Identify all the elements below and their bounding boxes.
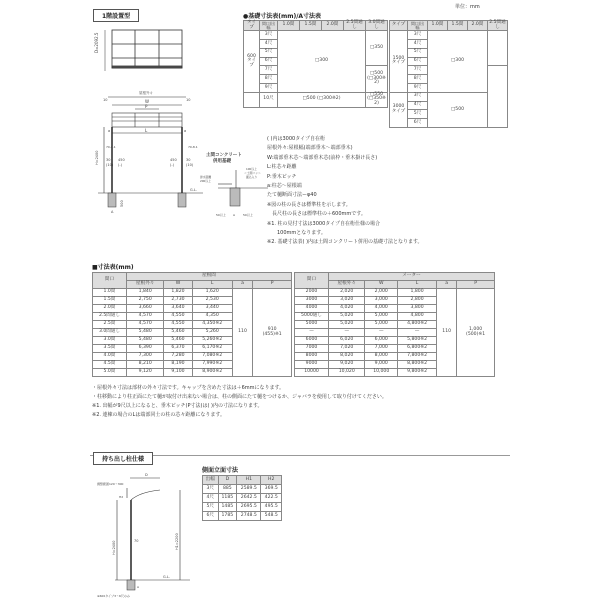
cell: 4,800 — [398, 313, 437, 321]
cell: 548.5 — [261, 512, 282, 521]
concrete-dim-left: 50以上 — [216, 213, 226, 217]
th-group: 屋根間 — [127, 273, 292, 281]
cell: 1.5間 — [93, 297, 127, 305]
cell: 5000通し — [295, 313, 329, 321]
dim-notes — [92, 384, 387, 420]
cell: 6000 — [295, 337, 329, 345]
cell: 6,020 — [329, 337, 365, 345]
cell: 8,000 — [365, 353, 398, 361]
cell: 422.5 — [261, 494, 282, 503]
th: 2.5間通し — [344, 21, 366, 31]
cell-value: □550 (□350※2) — [367, 91, 386, 106]
row-label: 8尺 — [408, 75, 428, 84]
cell-value: □300 — [428, 31, 488, 93]
cell-value: □500 (□300※2) — [278, 92, 366, 107]
cell: 1785 — [218, 512, 237, 521]
post-size-label: 70 — [134, 539, 139, 543]
cell: 9,120 — [127, 369, 164, 377]
cell-value: □500 — [428, 92, 488, 127]
dim-table-right — [294, 272, 495, 377]
cell: 7,800※2 — [398, 353, 437, 361]
cell: 8,190 — [164, 361, 192, 369]
row-label: 6尺 — [260, 57, 278, 66]
base-table-title: ●基礎寸法表(mm)/A寸法表 — [243, 13, 322, 20]
cell: — — [295, 329, 329, 337]
type-cell: 600タイプ — [244, 31, 260, 93]
note: 屋根外々:屋根幅(端部垂木〜端部垂木) — [267, 145, 353, 152]
row-label: 5尺 — [260, 48, 278, 57]
offset-alt-left: (-) — [118, 163, 122, 167]
row-label: 7尺 — [408, 66, 428, 75]
cell: 7,020 — [329, 345, 365, 353]
row-label: 6尺 — [408, 119, 428, 128]
post-size-label-left: 70-8.1 — [106, 145, 116, 149]
cell: — — [329, 329, 365, 337]
cell: 4,570 — [127, 313, 164, 321]
cell: 8,800※2 — [398, 361, 437, 369]
cell: 8,020 — [329, 353, 365, 361]
cell: 1185 — [218, 494, 237, 503]
w-label: W — [145, 99, 149, 104]
note: W:端部垂木芯〜端部垂木芯(前枠・垂木掛け長さ) — [267, 154, 378, 161]
type-cell: 1500タイプ — [390, 31, 408, 93]
concrete-foundation-diagram — [198, 150, 268, 230]
cell: 5,020 — [329, 313, 365, 321]
th-diag: 間口/出幅 — [408, 21, 428, 31]
th: 間口 — [295, 273, 329, 289]
th-type: タイプ — [244, 21, 260, 31]
cell: 3,000 — [365, 297, 398, 305]
row-label: 3尺 — [260, 31, 278, 40]
th: 1.0間 — [278, 21, 300, 31]
concrete-note3: 掘込入り — [246, 175, 258, 179]
cell: 4尺 — [203, 494, 219, 503]
a-value: 110 — [437, 289, 457, 377]
th: 1.0間 — [428, 21, 448, 31]
cell: 9,000 — [365, 361, 398, 369]
cell: 3,440 — [192, 305, 232, 313]
cell: 7000 — [295, 345, 329, 353]
base-table-right — [389, 20, 508, 128]
side-table-title: 側面立面寸法 — [202, 467, 239, 474]
note: ( )内は3000タイプ自在桁 — [267, 136, 325, 142]
table-row — [203, 512, 282, 521]
offset-alt-right: (-) — [170, 163, 174, 167]
d-label: D — [145, 473, 148, 477]
concrete-note2: ＜土間コン＞ — [244, 171, 261, 175]
cell: 3尺 — [203, 485, 219, 494]
cell: 4,000 — [365, 305, 398, 313]
cell: 1,620 — [192, 289, 232, 297]
dim-table-left — [92, 272, 292, 377]
row-label: 7尺 — [260, 66, 278, 75]
th: 2.0間 — [468, 21, 488, 31]
foundation-right — [178, 193, 186, 207]
gap-alt-right: (10) — [186, 163, 194, 167]
th: 2.5間通し — [489, 20, 506, 30]
type-note: ※600タイプ3〜6尺のみ — [97, 594, 130, 598]
th-type: タイプ — [390, 21, 408, 31]
th: H1 — [237, 476, 261, 485]
cell: 2.5間通し — [93, 313, 127, 321]
cell: 10000 — [295, 369, 329, 377]
note: たて樋断面寸法ーφ40 — [267, 192, 317, 199]
th: H2 — [261, 476, 282, 485]
th: P — [253, 281, 292, 289]
cell: 2748.5 — [237, 512, 261, 521]
empty — [488, 66, 508, 128]
th: 3.0間通し — [366, 21, 388, 31]
table-row — [203, 494, 282, 503]
cell: 5.0間 — [93, 369, 127, 377]
note: ※2. 連棟の場合のLは端部同士の柱の芯々距離になります。 — [92, 412, 225, 418]
cell: 4,020 — [329, 305, 365, 313]
concrete-gap: 排水距離 — [200, 175, 212, 179]
plan-grid — [105, 30, 182, 71]
p-value — [253, 289, 292, 377]
cell: 4,350 — [192, 313, 232, 321]
row-label: 6尺 — [408, 57, 428, 66]
cell: 4,800※2 — [398, 321, 437, 329]
edge-left: 10 — [103, 98, 108, 102]
empty — [488, 31, 508, 66]
cell: 7,990※2 — [192, 361, 232, 369]
th: D — [218, 476, 237, 485]
cell: 3.0間 — [93, 337, 127, 345]
cell: 3.5間 — [93, 345, 127, 353]
foundation-left — [108, 193, 116, 207]
cell: 5000 — [295, 321, 329, 329]
th: 間口 — [93, 273, 127, 289]
concrete-a: A — [233, 213, 236, 217]
cell: 1,840 — [127, 289, 164, 297]
notes — [267, 135, 423, 248]
cell: 6,370 — [164, 345, 192, 353]
a-label-left: a — [108, 129, 111, 133]
type-cell: 3000タイプ — [390, 92, 408, 127]
cell: 5,000 — [365, 321, 398, 329]
note: a:柱芯〜屋根端 — [267, 183, 302, 190]
cell: 2642.5 — [237, 494, 261, 503]
table-row — [295, 289, 495, 297]
cell: 3,020 — [329, 297, 365, 305]
row-label: 9尺 — [408, 83, 428, 92]
note: ※2. 基礎寸法表( )内は土間コンクリート併用の基礎寸法となります。 — [267, 239, 423, 246]
note: L:柱芯々距離 — [267, 164, 297, 171]
offset-right: 450 — [170, 158, 177, 162]
note: ※1. 柱の見付寸法は3000タイプ自在桁仕様の場合 — [267, 220, 381, 227]
cell: 5,260※2 — [192, 337, 232, 345]
cell: 10,020 — [329, 369, 365, 377]
cell: 885 — [218, 485, 237, 494]
adjust-range-label: 調整範囲120〜300 — [97, 482, 124, 486]
note: ・屋根外々寸法は部材の外々寸法です。キャップを含めた寸法は＋6mmになります。 — [92, 385, 285, 391]
outer-dim-label: 屋根外々 — [139, 91, 153, 95]
gap-label-right: 30 — [186, 158, 191, 162]
th: a — [437, 281, 457, 289]
cell: 4,550 — [164, 321, 192, 329]
cell: 5,000 — [365, 313, 398, 321]
note: ※図の柱の長さは標準柱を示します。 — [267, 201, 351, 208]
side-table — [202, 475, 282, 521]
th: 屋根外々 — [127, 281, 164, 289]
th: a — [232, 281, 253, 289]
p-alt: (500)※1 — [466, 331, 486, 337]
cell: 9000 — [295, 361, 329, 369]
cell: 7,000 — [365, 345, 398, 353]
row-label: 9尺 — [260, 83, 278, 92]
gap-label-left: 30 — [106, 158, 111, 162]
cell: 8000 — [295, 353, 329, 361]
cell: 3,660 — [127, 305, 164, 313]
concrete-gap2: 200以上 — [200, 179, 211, 183]
note: 100mmとなります。 — [267, 230, 326, 237]
cell: 4,350※2 — [192, 321, 232, 329]
dim-table-title: ■寸法表(mm) — [92, 264, 134, 271]
th: P — [457, 281, 495, 289]
row-label: 5尺 — [408, 110, 428, 119]
note: 長尺柱の長さは標準柱の＋600mmです。 — [267, 211, 366, 218]
edge-right: 10 — [186, 98, 191, 102]
depth-label: D=2092.5 — [94, 32, 99, 53]
l-label: L — [145, 128, 148, 133]
th: 2.0間 — [322, 21, 344, 31]
cell: 9,800※2 — [398, 369, 437, 377]
cell: 2,730 — [164, 297, 192, 305]
cell: 2,530 — [192, 297, 232, 305]
cell: 5,460 — [164, 329, 192, 337]
section-title-1f: 1階設置型 — [93, 9, 139, 22]
cell: 5,800※2 — [398, 337, 437, 345]
offset-left: 450 — [118, 158, 125, 162]
cantilever-post-diagram — [95, 470, 195, 600]
cell: 9,020 — [329, 361, 365, 369]
unit-label: 単位：mm — [455, 4, 480, 10]
cell: 5,460 — [164, 337, 192, 345]
p-main: 1,000 — [469, 326, 483, 332]
th: 1.5間 — [300, 21, 322, 31]
row-label: 4尺 — [260, 39, 278, 48]
cell-value: □500 (□300※2) — [366, 66, 388, 92]
cell: 495.5 — [261, 503, 282, 512]
cell: 4,570 — [127, 321, 164, 329]
cell: 3,800 — [398, 305, 437, 313]
concrete-title: 土間コンクリート — [206, 153, 242, 158]
cell: 2.5間 — [93, 321, 127, 329]
p-main: 910 — [267, 326, 277, 332]
table-row — [93, 289, 292, 297]
th: W — [164, 281, 192, 289]
th: L — [192, 281, 232, 289]
cell: 2.0間 — [93, 305, 127, 313]
cell: 369.5 — [261, 485, 282, 494]
cell: 2695.5 — [237, 503, 261, 512]
th-group: メーター — [329, 273, 495, 281]
a-label: A — [137, 585, 140, 589]
row-label: 8尺 — [260, 75, 278, 84]
cell: 6,390 — [127, 345, 164, 353]
concrete-title2: 併用基礎 — [213, 159, 231, 164]
concrete-dim-right: 50以上 — [243, 213, 253, 217]
cell: 5,020 — [329, 321, 365, 329]
p-value — [457, 289, 495, 377]
cell: 4.5間 — [93, 361, 127, 369]
cell: 7,080※2 — [192, 353, 232, 361]
note: P:垂木ピッチ — [267, 173, 297, 180]
cell: 2000 — [295, 289, 329, 297]
a-label-right: a — [184, 129, 187, 133]
th: L — [398, 281, 437, 289]
empty — [244, 92, 260, 107]
cell: 3.0間通し — [93, 329, 127, 337]
p-label: P — [145, 104, 148, 109]
table-row — [203, 503, 282, 512]
cell: 1,800 — [398, 289, 437, 297]
cell: 4000 — [295, 305, 329, 313]
h1-label: H1=2200 — [175, 533, 179, 550]
cell: 2,000 — [365, 289, 398, 297]
cell: 4,550 — [164, 313, 192, 321]
cell: 8,900※2 — [192, 369, 232, 377]
cell: 5,480 — [127, 337, 164, 345]
row-label: 4尺 — [408, 39, 428, 48]
cell: 5,260 — [192, 329, 232, 337]
h-label: H=2400 — [112, 540, 116, 555]
cell: 9,100 — [164, 369, 192, 377]
gl-label: G.L. — [163, 575, 170, 579]
th: 1.5間 — [448, 21, 468, 31]
cell: 7,280 — [164, 353, 192, 361]
h2-label: H2 — [119, 495, 124, 499]
row-label: 3尺 — [408, 31, 428, 40]
cell: — — [398, 329, 437, 337]
section-title-cantilever: 持ち出し柱仕様 — [93, 452, 153, 465]
cell: 10,000 — [365, 369, 398, 377]
row-label: 10尺 — [260, 92, 278, 107]
foot-depth-label: 500 — [120, 200, 124, 207]
cell: 3000 — [295, 297, 329, 305]
row-label: 3尺 — [408, 92, 428, 101]
table-row — [203, 485, 282, 494]
cell: 6,170※2 — [192, 345, 232, 353]
cell: 2,750 — [127, 297, 164, 305]
cell: 4.0間 — [93, 353, 127, 361]
cell: 1,820 — [164, 289, 192, 297]
p-alt: (455)※1 — [262, 331, 282, 337]
cell: 1.0間 — [93, 289, 127, 297]
cell-value: □300 — [278, 31, 366, 93]
th: 屋根外々 — [329, 281, 365, 289]
cell: 8,210 — [127, 361, 164, 369]
a-value: 110 — [232, 289, 253, 377]
concrete-note1: 100以上 — [246, 167, 257, 171]
cell: 2,020 — [329, 289, 365, 297]
note: ・柱移動により柱正面にたて樋が取付け出来ない場合は、柱の側面にたて樋をつけるか、ジャバラを使用して取り付けてください。 — [92, 394, 387, 400]
cell: 1485 — [218, 503, 237, 512]
post-size-label: 70-8.1 — [188, 145, 198, 149]
foot-a-label: A — [111, 210, 114, 214]
cell-value: □350 — [366, 31, 388, 66]
th: 出幅 — [203, 476, 219, 485]
cell: 6,800※2 — [398, 345, 437, 353]
cell: 5尺 — [203, 503, 219, 512]
cell: 5,480 — [127, 329, 164, 337]
cell: — — [365, 329, 398, 337]
cell: 2,800 — [398, 297, 437, 305]
th-diag: 間口/出幅 — [260, 21, 278, 31]
height-label: H=2400 — [95, 150, 99, 165]
gap-alt-left: (10) — [106, 163, 114, 167]
th: W — [365, 281, 398, 289]
cell: 7,300 — [127, 353, 164, 361]
row-label: 4尺 — [408, 101, 428, 110]
cell: 2589.5 — [237, 485, 261, 494]
note: ※1. 出幅が9尺以上になると、垂木ピッチ(P寸法)は( )内の寸法になります。 — [92, 403, 263, 409]
cell: 6尺 — [203, 512, 219, 521]
cell: 6,000 — [365, 337, 398, 345]
cell: 3,640 — [164, 305, 192, 313]
row-label: 5尺 — [408, 48, 428, 57]
gl-label: G.L. — [190, 188, 197, 192]
base-table-left — [243, 20, 388, 108]
